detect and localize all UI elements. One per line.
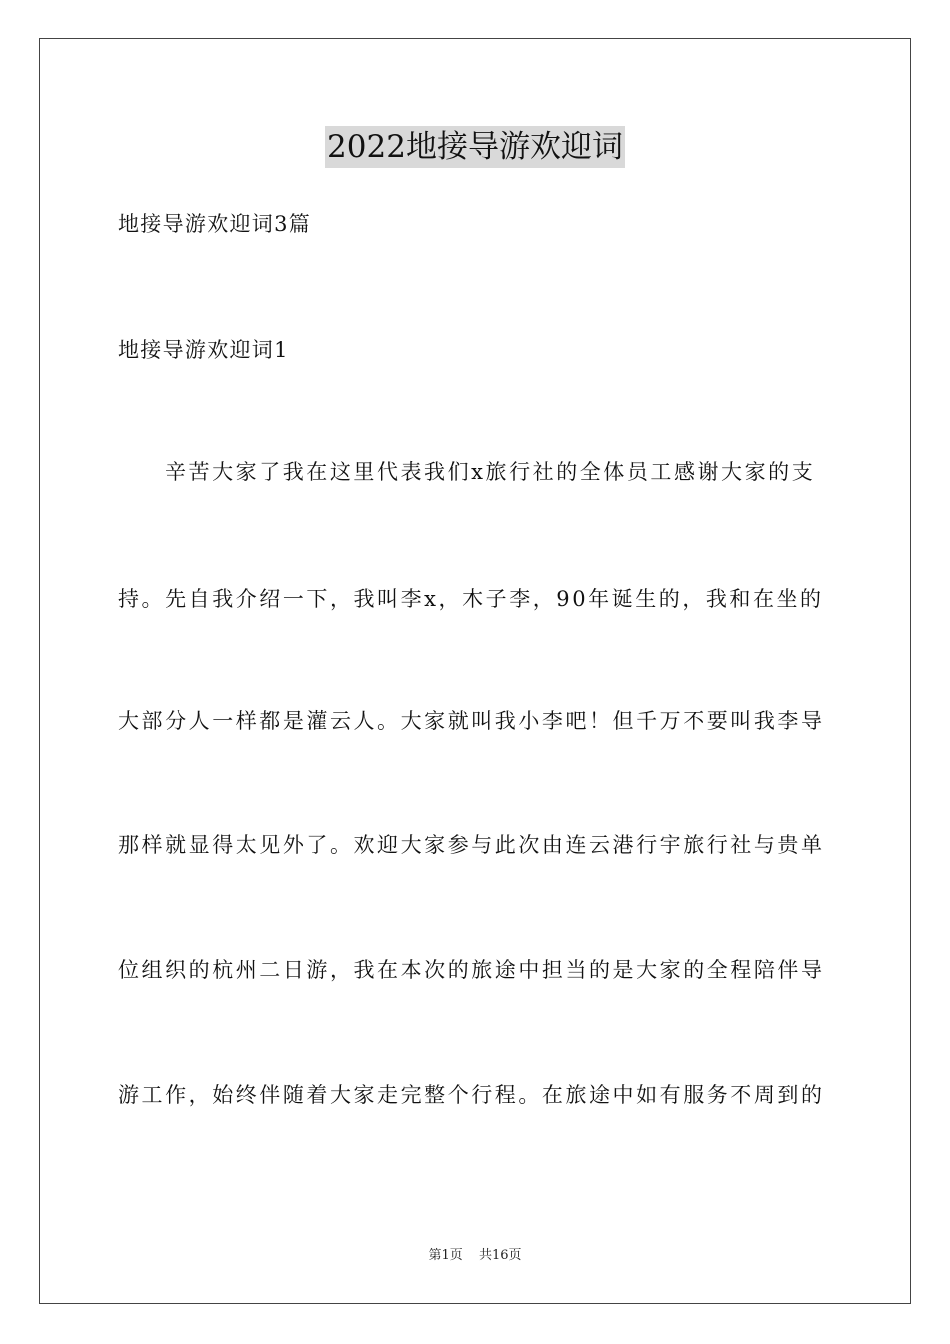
page-number-current: 第1页 [428, 1248, 463, 1263]
page-footer [0, 1247, 950, 1265]
document-title: 2022地接导游欢迎词 [325, 126, 625, 168]
document-subtitle: 地接导游欢迎词3篇 [118, 212, 312, 236]
section-heading: 地接导游欢迎词1 [118, 338, 289, 362]
paragraph-line: 位组织的杭州二日游，我在本次的旅途中担当的是大家的全程陪伴导 [118, 958, 825, 982]
paragraph-line: 那样就显得太见外了。欢迎大家参与此次由连云港行宇旅行社与贵单 [118, 833, 825, 857]
paragraph-line: 持。先自我介绍一下，我叫李x，木子李，90年诞生的，我和在坐的 [118, 587, 824, 611]
paragraph-line: 辛苦大家了我在这里代表我们x旅行社的全体员工感谢大家的支 [165, 460, 816, 484]
paragraph-line: 游工作，始终伴随着大家走完整个行程。在旅途中如有服务不周到的 [118, 1083, 825, 1107]
title-container [0, 126, 950, 168]
paragraph-line: 大部分人一样都是灌云人。大家就叫我小李吧！但千万不要叫我李导 [118, 709, 825, 733]
page-number-total: 共16页 [478, 1248, 522, 1263]
